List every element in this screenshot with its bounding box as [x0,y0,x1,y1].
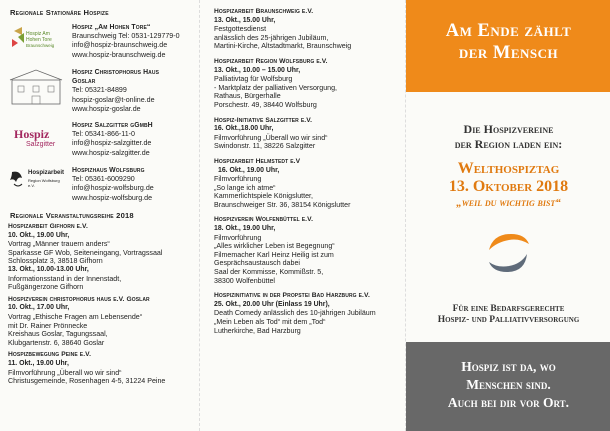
hospiz-website[interactable]: www.hospiz-salzgitter.de [72,148,150,157]
logo-text: Hospizarbeit [28,170,65,177]
column-cover [405,0,610,431]
event-line: Lutherkirche, Bad Harzburg [214,326,301,335]
event-line: Palliativtag für Wolfsburg [214,75,293,84]
event-line: Filmemacher Karl Heinz Heilig ist zum [214,250,334,259]
event-line: Vortrag „Männer trauern anders“ [8,240,110,249]
event-bad-harzburg [214,292,399,335]
event-braunschweig [214,8,399,51]
hospiz-city: Goslar [72,78,96,86]
event-date: 10. Okt., 19.00 Uhr, [8,231,70,239]
hospiz-website[interactable]: www.hospiz-braunschweig.de [72,50,166,59]
logo-sub: Braunschweig [26,43,55,48]
event-date: 25. Okt., 20.00 Uhr (Einlass 19 Uhr), [214,300,330,308]
event-line: Martini-Kirche, Altstadtmarkt, Braunschweig [214,42,352,51]
welthospiztag-date: 13. Oktober 2018 [448,178,569,195]
event-line: Gesprächsaustausch dabei [214,259,300,268]
hospiz-name: Hospizhaus Wolfsburg [72,167,145,175]
cover-title-line1: Am Ende zählt [445,21,572,41]
event-salzgitter [214,117,399,151]
hospiz-swoosh-logo-icon [483,228,533,278]
event-line: Kammerlichtspiele Königslutter, [214,192,313,201]
event-line: Informationsstand in der Innenstadt, [8,274,122,283]
event-peine [8,351,191,385]
logo-sub: Region Wolfsburg e.V. [28,178,60,189]
hospiz-name: Hospiz Christophorus Haus [72,69,160,76]
event-line: Braunschweiger Str. 36, 38154 Königslutter [214,200,351,209]
event-line: Swindonstr. 11, 38226 Salzgitter [214,142,316,151]
logo-hospiz-am-hohen-tore [8,23,66,61]
event-line: „So lange ich atme“ [214,183,276,192]
event-organizer: Hospizverein Wolfenbüttel e.V. [214,216,314,224]
event-line: 38300 Wolfenbüttel [214,276,275,285]
event-line: Schlossplatz 3, 38518 Gifhorn [8,257,103,266]
event-organizer: Hospizarbeit Gifhorn e.V. [8,223,88,231]
event-line: Rathaus, Bürgerhalle [214,92,281,101]
event-line: Porschestr. 49, 38440 Wolfsburg [214,100,317,109]
event-wolfsburg [214,58,399,110]
event-line: „Alles wirklicher Leben ist Begegnung“ [214,242,335,251]
event-date: 13. Okt., 10.00-13.00 Uhr, [8,265,89,273]
goal-line2: Hospiz- und Palliativversorgung [437,315,580,325]
section-title-hospize: Regionale Stationäre Hospize [10,8,109,17]
logo-sub: Salzgitter [26,141,56,149]
event-line: Sparkasse GF Wob, Seiteneingang, Vortragssaal [8,248,163,257]
hospiz-website[interactable]: www.hospiz-goslar.de [72,104,141,113]
bottom-line2: Menschen sind. [466,377,551,392]
welthospiztag-title: Welthospiztag [457,160,560,177]
section-title-events: Regionale Veranstaltungsreihe 2018 [10,211,134,221]
event-line: Klubgartenstr. 6, 38640 Goslar [8,338,105,347]
logo-christophorus-haus-drawing [8,68,66,106]
event-organizer: Hospizinitiative in der Propstei Bad Harzburg e.V. [214,292,370,300]
hospiz-info [72,68,191,114]
cover-goal [406,304,610,326]
event-wolfenbuettel [214,216,399,285]
column-hospize [0,0,199,431]
hospiz-email[interactable]: info@hospiz-salzgitter.de [72,139,152,148]
event-goslar [8,296,191,348]
cover-intro [406,122,610,152]
event-organizer: Hospizarbeit Braunschweig e.V. [214,8,314,15]
event-line: anlässlich des 25-jährigen Jubiläum, [214,33,329,42]
event-line: „Mein Leben als Tod“ mit dem „Tod“ [214,318,326,326]
event-line: Christusgemeinde, Rosenhagen 4-5, 31224 Peine [8,377,166,386]
event-organizer: Hospizbewegung Peine e.V. [8,351,92,359]
event-date: 13. Okt., 15.00 Uhr, [214,16,276,24]
event-line: Filmvorführung „Überall wo wir sind“ [8,368,122,377]
bottom-line1: Hospiz ist da, wo [461,359,556,374]
event-organizer: Hospizarbeit Region Wolfsburg e.V. [214,57,328,65]
welthospiztag-block [406,160,610,210]
event-line: Vortrag „Ethische Fragen am Lebensende“ [8,312,143,321]
event-helmstedt [214,158,399,210]
event-date: 13. Okt., 10.00 – 15.00 Uhr, [214,66,301,74]
cover-bottom-banner [406,342,610,431]
event-organizer: Hospizarbeit Helmstedt e.V [214,157,301,165]
intro-line2: der Region laden ein: [454,137,563,151]
event-organizer: Hospizverein christophorus haus e.V. Goslar [8,295,150,303]
event-line: Filmvorführung [214,233,262,242]
logo-text: Hospiz [14,127,50,142]
hospiz-name: Hospiz Salzgitter gGmbH [72,122,153,130]
event-gifhorn [8,223,191,292]
cover-title-line2: der Mensch [458,43,559,63]
event-line: Kreishaus Goslar, Tagungssaal, [8,330,108,339]
logo-hospiz-salzgitter [8,121,66,159]
event-date: 18. Okt., 19.00 Uhr, [214,225,276,233]
hospiz-name: Hospiz „Am Hohen Tore“ [72,24,151,31]
hospiz-phone: Tel: 05361-6009290 [72,175,135,184]
hospiz-info [72,121,191,158]
intro-line1: Die Hospizvereine [463,122,554,136]
hospiz-email[interactable]: info@hospiz-wolfsburg.de [72,184,154,193]
hospiz-entry-salzgitter [8,121,191,159]
hospiz-phone: Tel: 05321-84899 [72,86,127,95]
event-date: 11. Okt., 19.00 Uhr, [8,359,69,367]
goal-line1: Für eine Bedarfsgerechte [452,304,565,314]
hospiz-email[interactable]: info@hospiz-braunschweig.de [72,41,168,50]
event-line: mit Dr. Rainer Prönnecke [8,321,88,330]
event-line: Filmvorführung „Überall wo wir sind“ [214,133,328,142]
event-organizer: Hospiz-Initiative Salzgitter e.V. [214,116,313,124]
event-line: - Marktplatz der palliativen Versorgung, [214,83,338,92]
hospiz-phone: Tel: 05341-866-11-0 [72,130,135,139]
hospiz-city-phone: Braunschweig Tel: 0531-129779-0 [72,32,180,41]
cover-title-banner [406,0,610,92]
event-date: 16. Okt.,18.00 Uhr, [214,125,274,133]
hospiz-info [72,23,191,60]
hospiz-website[interactable]: www.hospiz-wolfsburg.de [72,193,153,202]
event-date: 10. Okt., 17.00 Uhr, [8,304,70,312]
hospiz-entry-braunschweig [8,23,191,61]
hospiz-email[interactable]: hospiz-goslar@t-online.de [72,95,155,104]
hospiz-info [72,166,191,203]
event-line: Saal der Kommisse, Kommißstr. 5, [214,268,324,277]
welthospiztag-motto: „weil du wichtig bist“ [456,197,561,209]
event-line: Fußgängerzone Gifhorn [8,283,84,292]
bottom-line3: Auch bei dir vor Ort. [447,395,570,410]
event-line: Festgottesdienst [214,25,267,34]
event-line: Death Comedy anlässlich des 10-jährigen Jubiläum [214,309,376,318]
logo-hospizarbeit-wolfsburg [8,166,66,204]
event-line: Filmvorführung [214,175,262,184]
hospiz-entry-goslar [8,68,191,114]
event-date: 16. Okt., 19.00 Uhr, [218,166,280,174]
logo-text: Hospiz Am Hohen Tore [26,31,52,43]
hospiz-entry-wolfsburg [8,166,191,204]
column-events [199,0,405,431]
